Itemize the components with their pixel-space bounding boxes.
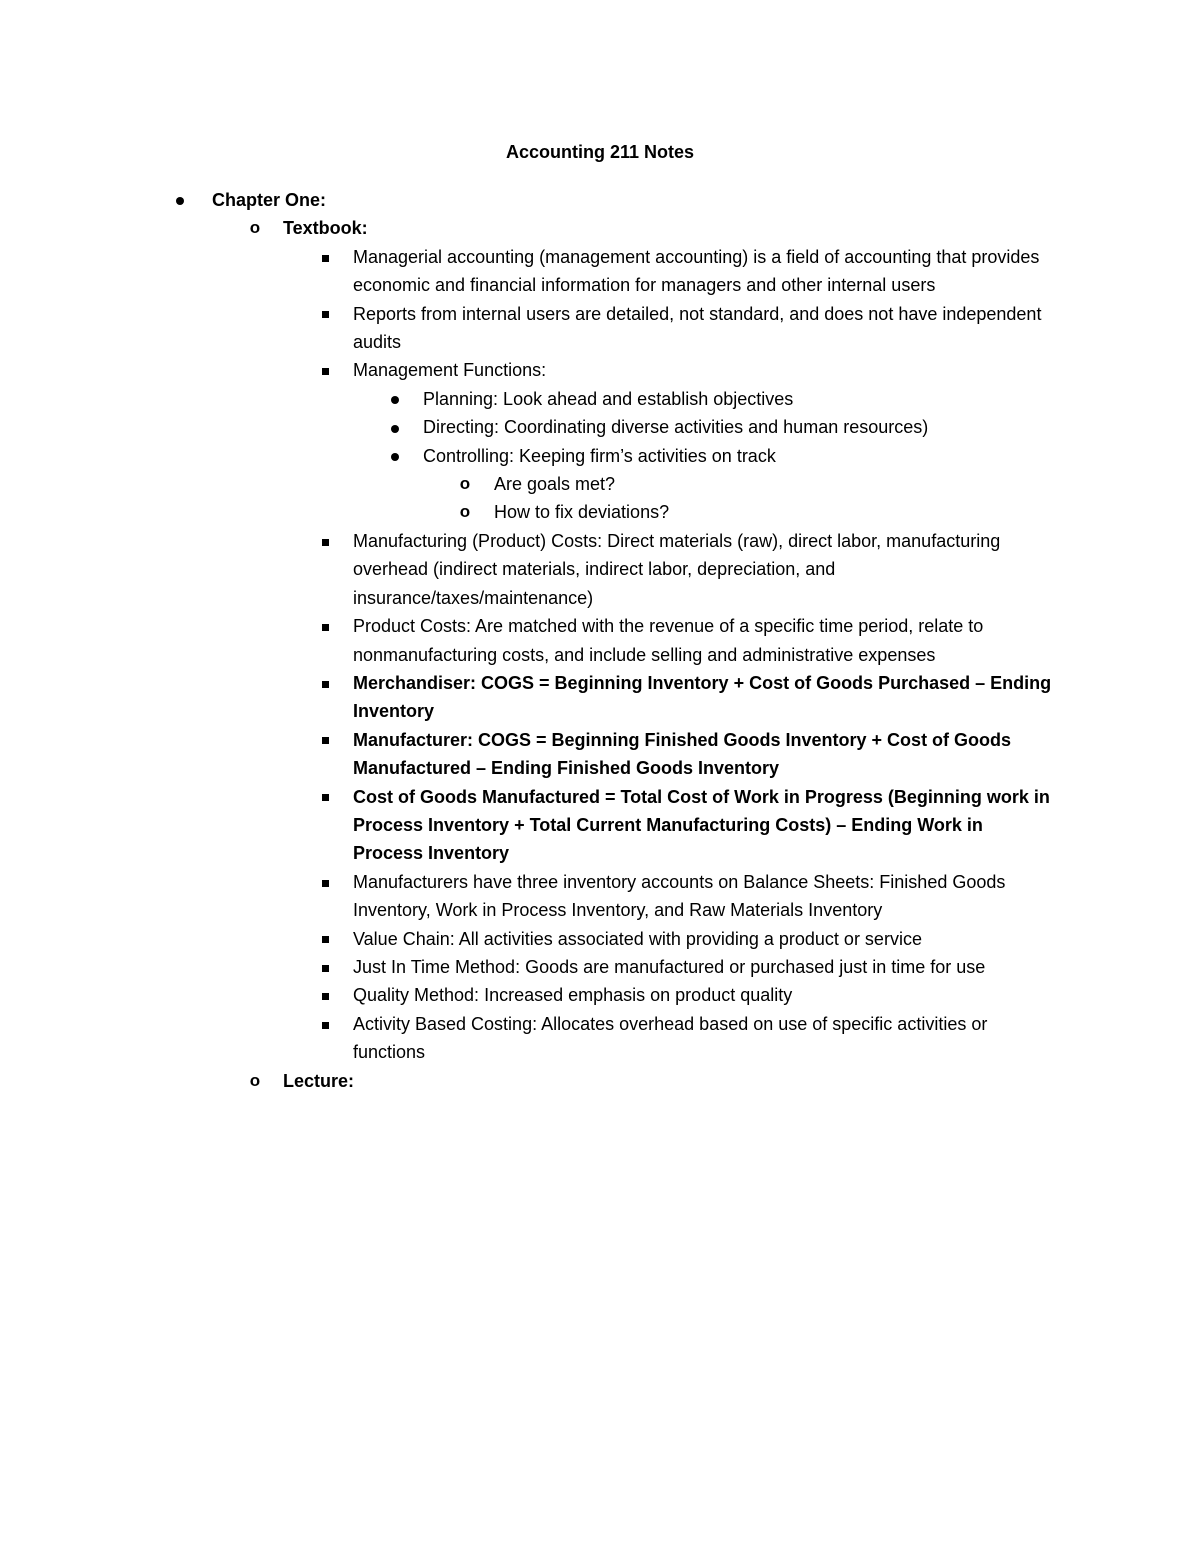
list-item: [0, 868, 1200, 925]
chapter-heading: Chapter One:: [212, 190, 327, 210]
list-item: [0, 300, 1200, 357]
list-item-textbook: [0, 214, 1200, 242]
list-item: [0, 669, 1200, 726]
bullet-square-icon: [315, 868, 335, 896]
bullet-square-icon: [315, 612, 335, 640]
note-text: Product Costs: Are matched with the revenue of a specific time period, relate to nonmanufacturing costs, and include selling and administrative expenses: [353, 616, 984, 665]
bullet-dot-icon: [170, 186, 190, 214]
list-item: [0, 953, 1200, 981]
list-item: [0, 356, 1200, 384]
list-item: [0, 925, 1200, 953]
note-text: Are goals met?: [494, 474, 616, 495]
list-item: [0, 981, 1200, 1009]
bullet-square-icon: [315, 243, 335, 271]
list-item: [0, 442, 1200, 470]
formula-text: Merchandiser: COGS = Beginning Inventory + Cost of Goods Purchased – Ending Inventory: [353, 672, 1052, 722]
note-text: Activity Based Costing: Allocates overhead based on use of specific activities or functions: [353, 1013, 988, 1063]
bullet-square-icon: [315, 953, 335, 981]
bullet-dot-icon: [385, 413, 405, 441]
bullet-circle-icon: o: [249, 218, 261, 238]
note-text: Reports from internal users are detailed, not standard, and does not have independent audits: [353, 303, 1042, 353]
notes-outline: [0, 186, 1200, 1095]
note-text: Planning: Look ahead and establish objectives: [423, 388, 794, 409]
list-item: [0, 726, 1200, 783]
bullet-square-icon: [315, 925, 335, 953]
bullet-square-icon: [315, 783, 335, 811]
bullet-circle-icon: o: [459, 474, 471, 494]
list-item: [0, 385, 1200, 413]
formula-text: Manufacturer: COGS = Beginning Finished Goods Inventory + Cost of Goods Manufactured – Ending Finished Goods Inventory: [353, 729, 1012, 779]
bullet-square-icon: [315, 726, 335, 754]
note-text: Directing: Coordinating diverse activities and human resources): [423, 417, 929, 438]
bullet-square-icon: [315, 981, 335, 1009]
bullet-dot-icon: [385, 442, 405, 470]
note-text: Quality Method: Increased emphasis on product quality: [353, 985, 793, 1006]
bullet-square-icon: [315, 669, 335, 697]
list-item: [0, 413, 1200, 441]
list-item: [0, 470, 1200, 498]
note-text: Just In Time Method: Goods are manufactured or purchased just in time for use: [353, 956, 986, 977]
list-item: [0, 243, 1200, 300]
note-text: How to fix deviations?: [494, 502, 670, 523]
bullet-square-icon: [315, 527, 335, 555]
note-text: Manufacturers have three inventory accounts on Balance Sheets: Finished Goods Inventory, Work in Process Inventory, and Raw Materials Inventory: [353, 871, 1006, 921]
textbook-heading: Textbook:: [283, 218, 368, 239]
note-text: Controlling: Keeping firm’s activities on track: [423, 445, 776, 466]
lecture-heading: Lecture:: [283, 1070, 355, 1091]
bullet-square-icon: [315, 356, 335, 384]
list-item-lecture: [0, 1067, 1200, 1095]
note-text: Value Chain: All activities associated with providing a product or service: [353, 928, 922, 949]
note-text: Management Functions:: [353, 360, 547, 381]
bullet-circle-icon: o: [459, 502, 471, 522]
list-item: [0, 1010, 1200, 1067]
bullet-square-icon: [315, 300, 335, 328]
note-text: Manufacturing (Product) Costs: Direct materials (raw), direct labor, manufacturing overhead (indirect materials, indirect labor, depreciation, and insurance/taxes/maintenance): [353, 530, 1001, 608]
bullet-square-icon: [315, 1010, 335, 1038]
page-title: Accounting 211 Notes: [505, 142, 695, 162]
bullet-circle-icon: o: [249, 1070, 261, 1090]
list-item: [0, 527, 1200, 612]
list-item-chapter: [0, 186, 1200, 214]
list-item: [0, 783, 1200, 868]
bullet-dot-icon: [385, 385, 405, 413]
list-item: [0, 498, 1200, 526]
note-text: Managerial accounting (management accounting) is a field of accounting that provides economic and financial information for managers and other internal users: [353, 246, 1040, 296]
formula-text: Cost of Goods Manufactured = Total Cost of Work in Progress (Beginning work in Process Inventory + Total Current Manufacturing Costs) – Ending Work in Process Inventory: [353, 786, 1050, 864]
list-item: [0, 612, 1200, 669]
